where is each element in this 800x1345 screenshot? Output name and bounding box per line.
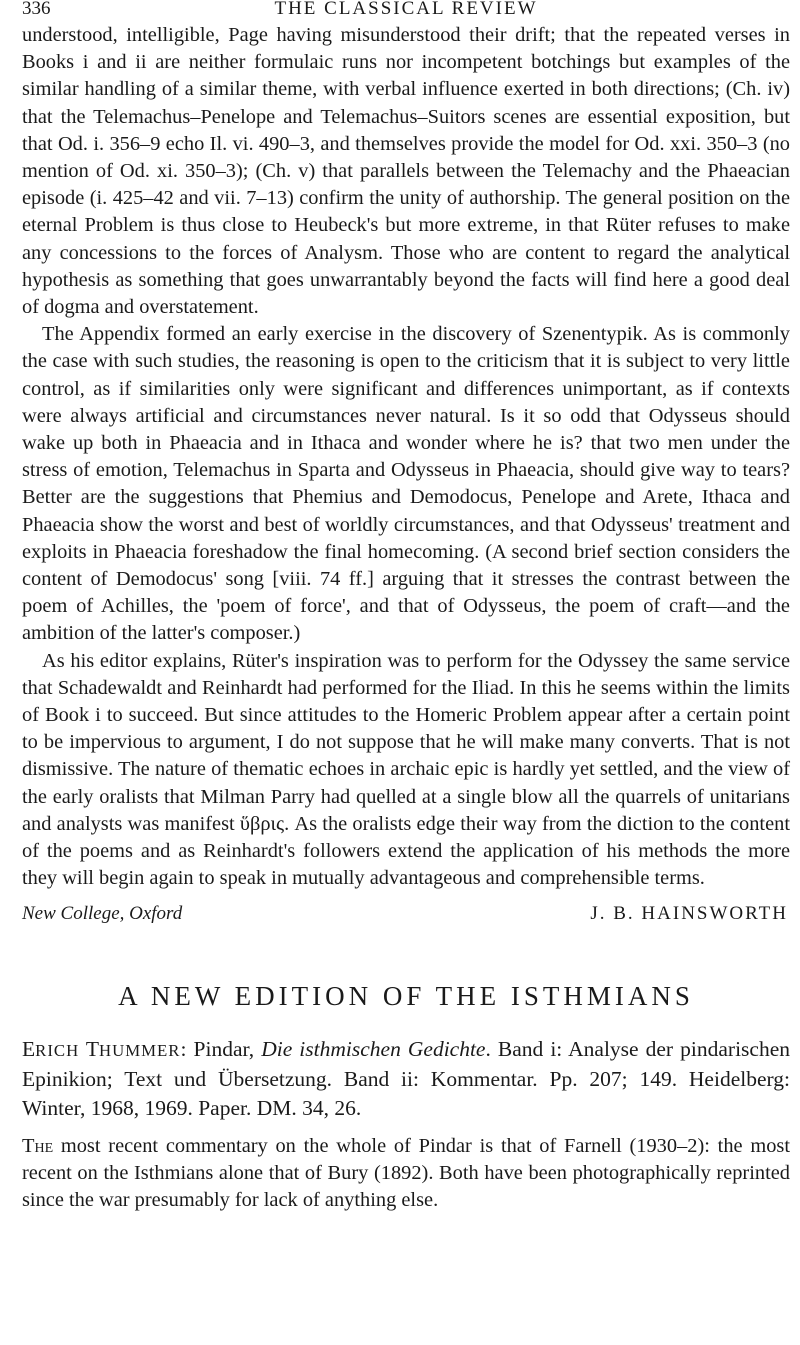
intro-lead: The [22, 1134, 54, 1157]
intro-text: most recent commentary on the whole of Pindar is that of Farnell (1930–2): the most recent on the Isthmians alone that of Bury (1892). Both have been photographically reprinted since the war presumably for lack of anything else. [22, 1134, 790, 1211]
page [22, 0, 790, 1214]
citation-sep: : [180, 1036, 194, 1061]
running-head [22, 0, 790, 22]
review-continuation [22, 22, 790, 893]
citation-pre-title: Pindar, [193, 1036, 262, 1061]
article-intro [22, 1133, 790, 1215]
review-signature [22, 901, 790, 927]
book-citation [22, 1035, 790, 1123]
signature-author: J. B. HAINSWORTH [590, 902, 788, 924]
signature-place: New College, Oxford [22, 902, 183, 924]
paragraph-appendix: The Appendix formed an early exercise in the discovery of Szenentypik. As is commonly the case with such studies, the reasoning is open to the criticism that it is subject to very little control, as if similarities only were significant and differences unimportant, as if contexts were always artificial and circumstances never natural. Is it so odd that Odysseus should wake up both in Phaeacia and in Ithaca and wonder where he is? that two men under the stress of emotion, Telemachus in Sparta and Odysseus in Phaeacia, should give way to tears? Better are the suggestions that Phemius and Demodocus, Penelope and Arete, Ithaca and Phaeacia show the worst and best of worldly circumstances, and that Odysseus' treatment and exploits in Phaeacia foreshadow the final homecoming. (A second brief section considers the content of Demodocus' song [viii. 74 ff.] arguing that it stresses the contrast between the poem of Achilles, the 'poem of force', and that of Odysseus, the poem of craft—and the ambition of the latter's composer.) [22, 323, 790, 645]
citation-book-title: Die isthmischen Gedichte [261, 1036, 486, 1061]
paragraph-continued: understood, intelligible, Page having misunderstood their drift; that the repeated verses in Books i and ii are neither formulaic runs nor incompetent botchings but examples of the similar handling of a similar theme, with verbal influence exerted in both directions; (Ch. iv) that the Telemachus–Penelope and Telemachus–Suitors scenes are essential exposition, but that Od. i. 356–9 echo Il. vi. 490–3, and themselves provide the model for Od. xxi. 350–3 (no mention of Od. xi. 350–3); (Ch. v) that parallels between the Telemachy and the Phaeacian episode (i. 425–42 and vii. 7–13) confirm the unity of authorship. The general position on the eternal Problem is thus close to Heubeck's but more extreme, in that Rüter refuses to make any concessions to the forces of Analysm. Those who are content to regard the analytical hypothesis as something that goes unwarrantably beyond the facts will find here a good deal of dogma and overstatement. [22, 24, 790, 319]
paragraph-conclusion: As his editor explains, Rüter's inspiration was to perform for the Odyssey the same service that Schadewaldt and Reinhardt had performed for the Iliad. In this he seems within the limits of Book i to succeed. But since attitudes to the Homeric Problem appear after a certain point to be impervious to argument, I do not suppose that he will make many converts. That is not dismissive. The nature of thematic echoes in archaic epic is hardly yet settled, and the view of the early oralists that Milman Parry had quelled at a single blow all the quarrels of unitarians and analysts was manifest ὕβρις. As the oralists edge their way from the diction to the content of the poems and as Reinhardt's followers extend the application of his methods the more they will begin again to speak in mutually advantageous and comprehensible terms. [22, 649, 790, 890]
page-number: 336 [22, 0, 51, 19]
citation-author: ERICH THUMMER [22, 1036, 181, 1061]
article-title: A NEW EDITION OF THE ISTHMIANS [118, 980, 694, 1011]
citation-details: . Band i: Analyse der pindarischen Epinikion; Text und Übersetzung. Band ii: Kommentar. Pp. 207; 149. Heidelberg: Winter, 1968, 1969. Paper. DM. 34, 26. [22, 1036, 790, 1120]
journal-title: THE CLASSICAL REVIEW [274, 0, 538, 19]
